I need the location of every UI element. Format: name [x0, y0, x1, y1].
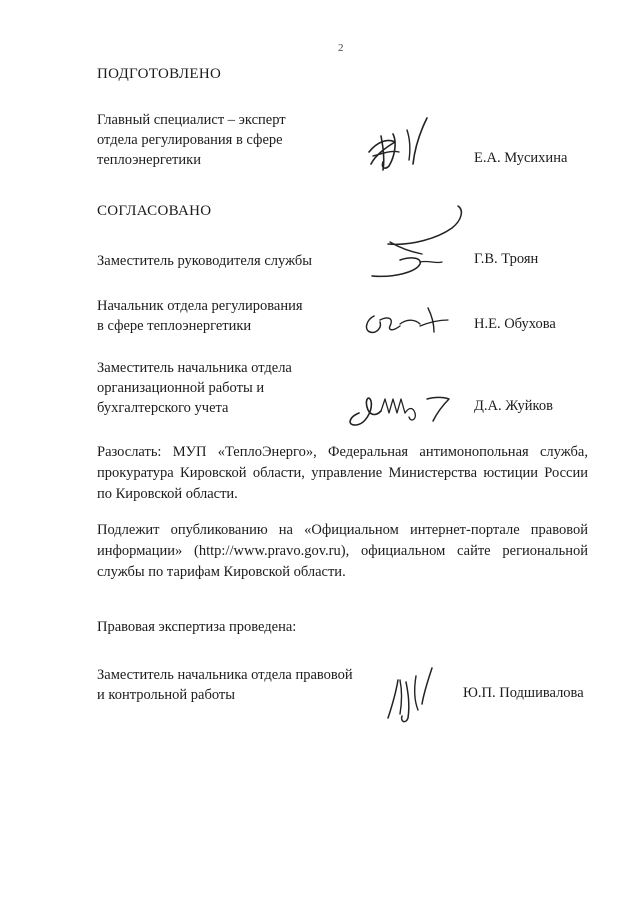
signature-troyan: [360, 200, 475, 285]
position-line: организационной работы и: [97, 380, 265, 396]
distribution-list: Разослать: МУП «ТеплоЭнерго», Федеральная антимонопольная служба, прокуратура Кировской области, управление Министерства юстиции России по Кировской области.: [97, 444, 588, 502]
legal-review-name: Ю.П. Подшивалова: [463, 685, 584, 701]
prepared-heading: ПОДГОТОВЛЕНО: [97, 66, 222, 82]
agreed-heading: СОГЛАСОВАНО: [97, 203, 212, 219]
position-line: Заместитель руководителя службы: [97, 253, 313, 269]
position-line: Заместитель начальника отдела: [97, 360, 292, 376]
publication-notice: Подлежит опубликованию на «Официальном интернет-портале правовой информации» (http://www.pravo.gov.ru), официальном сайте региональной службы по тарифам Кировской области.: [97, 522, 588, 580]
position-line: в сфере теплоэнергетики: [97, 318, 252, 334]
prepared-position: [97, 110, 286, 170]
position-line: бухгалтерского учета: [97, 400, 229, 416]
legal-review-statement: Правовая экспертиза проведена:: [97, 619, 297, 635]
legal-review-position: [97, 665, 353, 705]
signature-podshivalova: [378, 660, 448, 730]
signatory-position: [97, 358, 292, 418]
signatory-position: [97, 251, 312, 271]
position-line: Главный специалист – эксперт: [97, 112, 286, 128]
position-line: отдела регулирования в сфере: [97, 132, 283, 148]
position-line: Заместитель начальника отдела правовой: [97, 667, 353, 683]
signatory-name: Г.В. Троян: [474, 251, 539, 267]
position-line: теплоэнергетики: [97, 152, 201, 168]
signatory-position: [97, 296, 303, 336]
signature-obukhova: [360, 290, 460, 340]
signatory-name: Д.А. Жуйков: [474, 398, 553, 414]
position-line: Начальник отдела регулирования: [97, 298, 303, 314]
prepared-name: Е.А. Мусихина: [474, 150, 568, 166]
position-line: и контрольной работы: [97, 687, 235, 703]
signatory-name: Н.Е. Обухова: [474, 316, 556, 332]
signature-zhuikov: [345, 385, 475, 430]
signature-musikhina: [355, 112, 445, 182]
page-number: 2: [338, 42, 344, 54]
